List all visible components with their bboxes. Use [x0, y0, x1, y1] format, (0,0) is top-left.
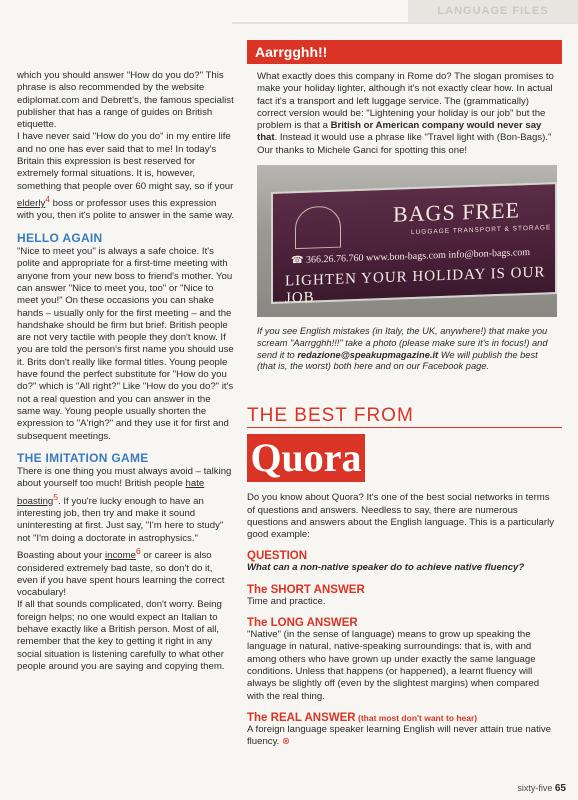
glossary-word-boasting: hate boasting [17, 478, 205, 507]
van-side-panel [271, 182, 557, 307]
text-run: . If you're lucky enough to have an interesting job, then try and make it sound uninteresting at first. Just say, "I'm here to study" not "I'm doing a doctorate in astrophysics." Boasting about your [17, 495, 224, 562]
hello-again-heading: HELLO AGAIN [17, 230, 103, 245]
best-from-heading: THE BEST FROM [247, 405, 562, 428]
page-footer [517, 783, 566, 794]
end-mark-icon: ⊗ [282, 736, 291, 748]
left-column [17, 70, 235, 673]
long-answer-text: "Native" (in the sense of language) means to grow up speaking the language in natural, native-speaking surroundings: that is, with and among others who have grown up under exactly the same language conditions. Unless that happens (or happened), a learnt fluency will always be slightly off (even by the slightest margins) when compared with the real thing. [247, 629, 540, 702]
text-run: SHORT ANSWER [270, 583, 365, 596]
footnote-marker: 5 [53, 491, 59, 502]
imitation-paragraph [17, 466, 235, 599]
footnote-marker: 6 [135, 546, 141, 557]
question-text: What can a non-native speaker do to achieve native fluency? [247, 562, 525, 574]
imitation-game-heading: THE IMITATION GAME [17, 450, 149, 465]
bold-phrase: British or American company would never say that [257, 120, 542, 144]
van-slogan: LIGHTEN YOUR HOLIDAY IS OUR JOB [285, 264, 546, 307]
real-answer-heading [247, 712, 562, 724]
text-run: We will publish the best (that is, the worst) both here and on our Facebook page. [257, 349, 538, 372]
van-photo [257, 165, 557, 317]
page-word: sixty-five [517, 783, 553, 793]
text-run: If you see English mistakes (in Italy, the UK, anywhere!) that make you scream "Aarrgghh!!!" take a photo (please make sure it's in focus!) and send it to [257, 326, 548, 360]
glossary-word-income: income [105, 550, 136, 562]
text-run: A foreign language speaker learning English will never attain true native fluency. [247, 723, 551, 748]
text-run: REAL ANSWER [270, 711, 356, 724]
right-column [247, 40, 562, 748]
text-run: The [247, 583, 271, 596]
paragraph-elderly [17, 131, 235, 222]
text-run: There is one thing you must always avoid – talking about yourself too much! British people [17, 466, 232, 490]
van-subtitle: LUGGAGE TRANSPORT & STORAGE [411, 224, 552, 237]
footnote-marker: 4 [45, 193, 50, 204]
real-answer-text [247, 724, 557, 749]
text-run: . Instead it would use a phrase like "Travel light with (Bon-Bags)." Our thanks to Michele Ganci for spotting this one! [257, 132, 552, 156]
text-run: What exactly does this company in Rome do? The slogan promises to make your holiday lighter, although it's not exactly clear how. In actual fact it's a transport and left luggage service. The (grammatically) correct version would be: "Lightening your holiday is our job" but the problem is that a [257, 71, 554, 132]
text-run: The [247, 617, 271, 630]
email-address: redazione@speakupmagazine.it [297, 349, 439, 360]
aarrgghh-heading: Aarrgghh!! [247, 40, 562, 64]
question-heading: QUESTION [247, 550, 308, 563]
text-run: The [247, 711, 271, 724]
photo-caption [257, 326, 557, 373]
quora-logo: Quora [247, 434, 365, 482]
glossary-word-elderly: elderly [17, 198, 46, 210]
van-contact: ☎ 366.26.76.760 www.bon-bags.com info@bon-bags.com [291, 247, 531, 267]
text-run: LONG ANSWER [270, 617, 358, 630]
long-answer-heading [247, 617, 562, 629]
page-number: 65 [554, 783, 566, 794]
bags-free-logo: BAGS FREE [393, 197, 520, 227]
quora-intro: Do you know about Quora? It's one of the best social networks in terms of questions and answers. Needless to say, there are numerous questions and answers about the English language. This is a particularly good example: [247, 492, 555, 541]
section-tab: LANGUAGE FILES [408, 0, 578, 22]
intro-paragraph: which you should answer "How do you do?" This phrase is also recommended by the website ediplomat.com and Debrett's, the famous specialist publisher that has a range of guides on British etiquette. [17, 70, 234, 131]
aarrgghh-text [257, 71, 557, 157]
short-answer-text: Time and practice. [247, 595, 326, 607]
colosseum-logo-icon [295, 206, 341, 250]
text-run: (that most don't want to hear) [355, 712, 478, 723]
closing-paragraph: If all that sounds complicated, don't worry. Being foreign helps; no one would expect an Italian to behave exactly like a British person. Most of all, remember that the key to getting it right in any social situation is listening carefully to what other people around you are saying and copying them. [17, 599, 225, 672]
text-run: I have never said "How do you do" in my entire life and no one has ever said that to me! In today's Britain this expression is best reserved for extremely formal situations. It is, however, something that people over 60 might say, so if your [17, 131, 234, 192]
text-run: or career is also considered extremely bad taste, so don't do it, even if you have spent hours learning the correct vocabulary! [17, 550, 225, 599]
text-run: boss or professor uses this expression with you, then it's polite to answer in the same way. [17, 198, 235, 222]
hello-again-text: "Nice to meet you" is always a safe choice. It's polite and appropriate for a first-time meeting with anyone from your new boss to friend's mother. You can answer "Nice to meet you, too" or "Nice to meet you!" On these occasions you can shake hands – usually only for the first meeting – and the handshake should be firm but brief. British people are not very tactile with people they don't know. If you are told the person's first name you should use it. Brits don't really like formal titles. Young people have found the perfect substitute for "How do you do?" which is "All right?" Like "How do you do?" it's not a real question and you can answer in the same way. Young people usually shorten the expression to "A'righ?" and they use it for first and subsequent meetings. [17, 246, 234, 442]
short-answer-heading [247, 584, 562, 596]
header-rule [232, 22, 578, 24]
